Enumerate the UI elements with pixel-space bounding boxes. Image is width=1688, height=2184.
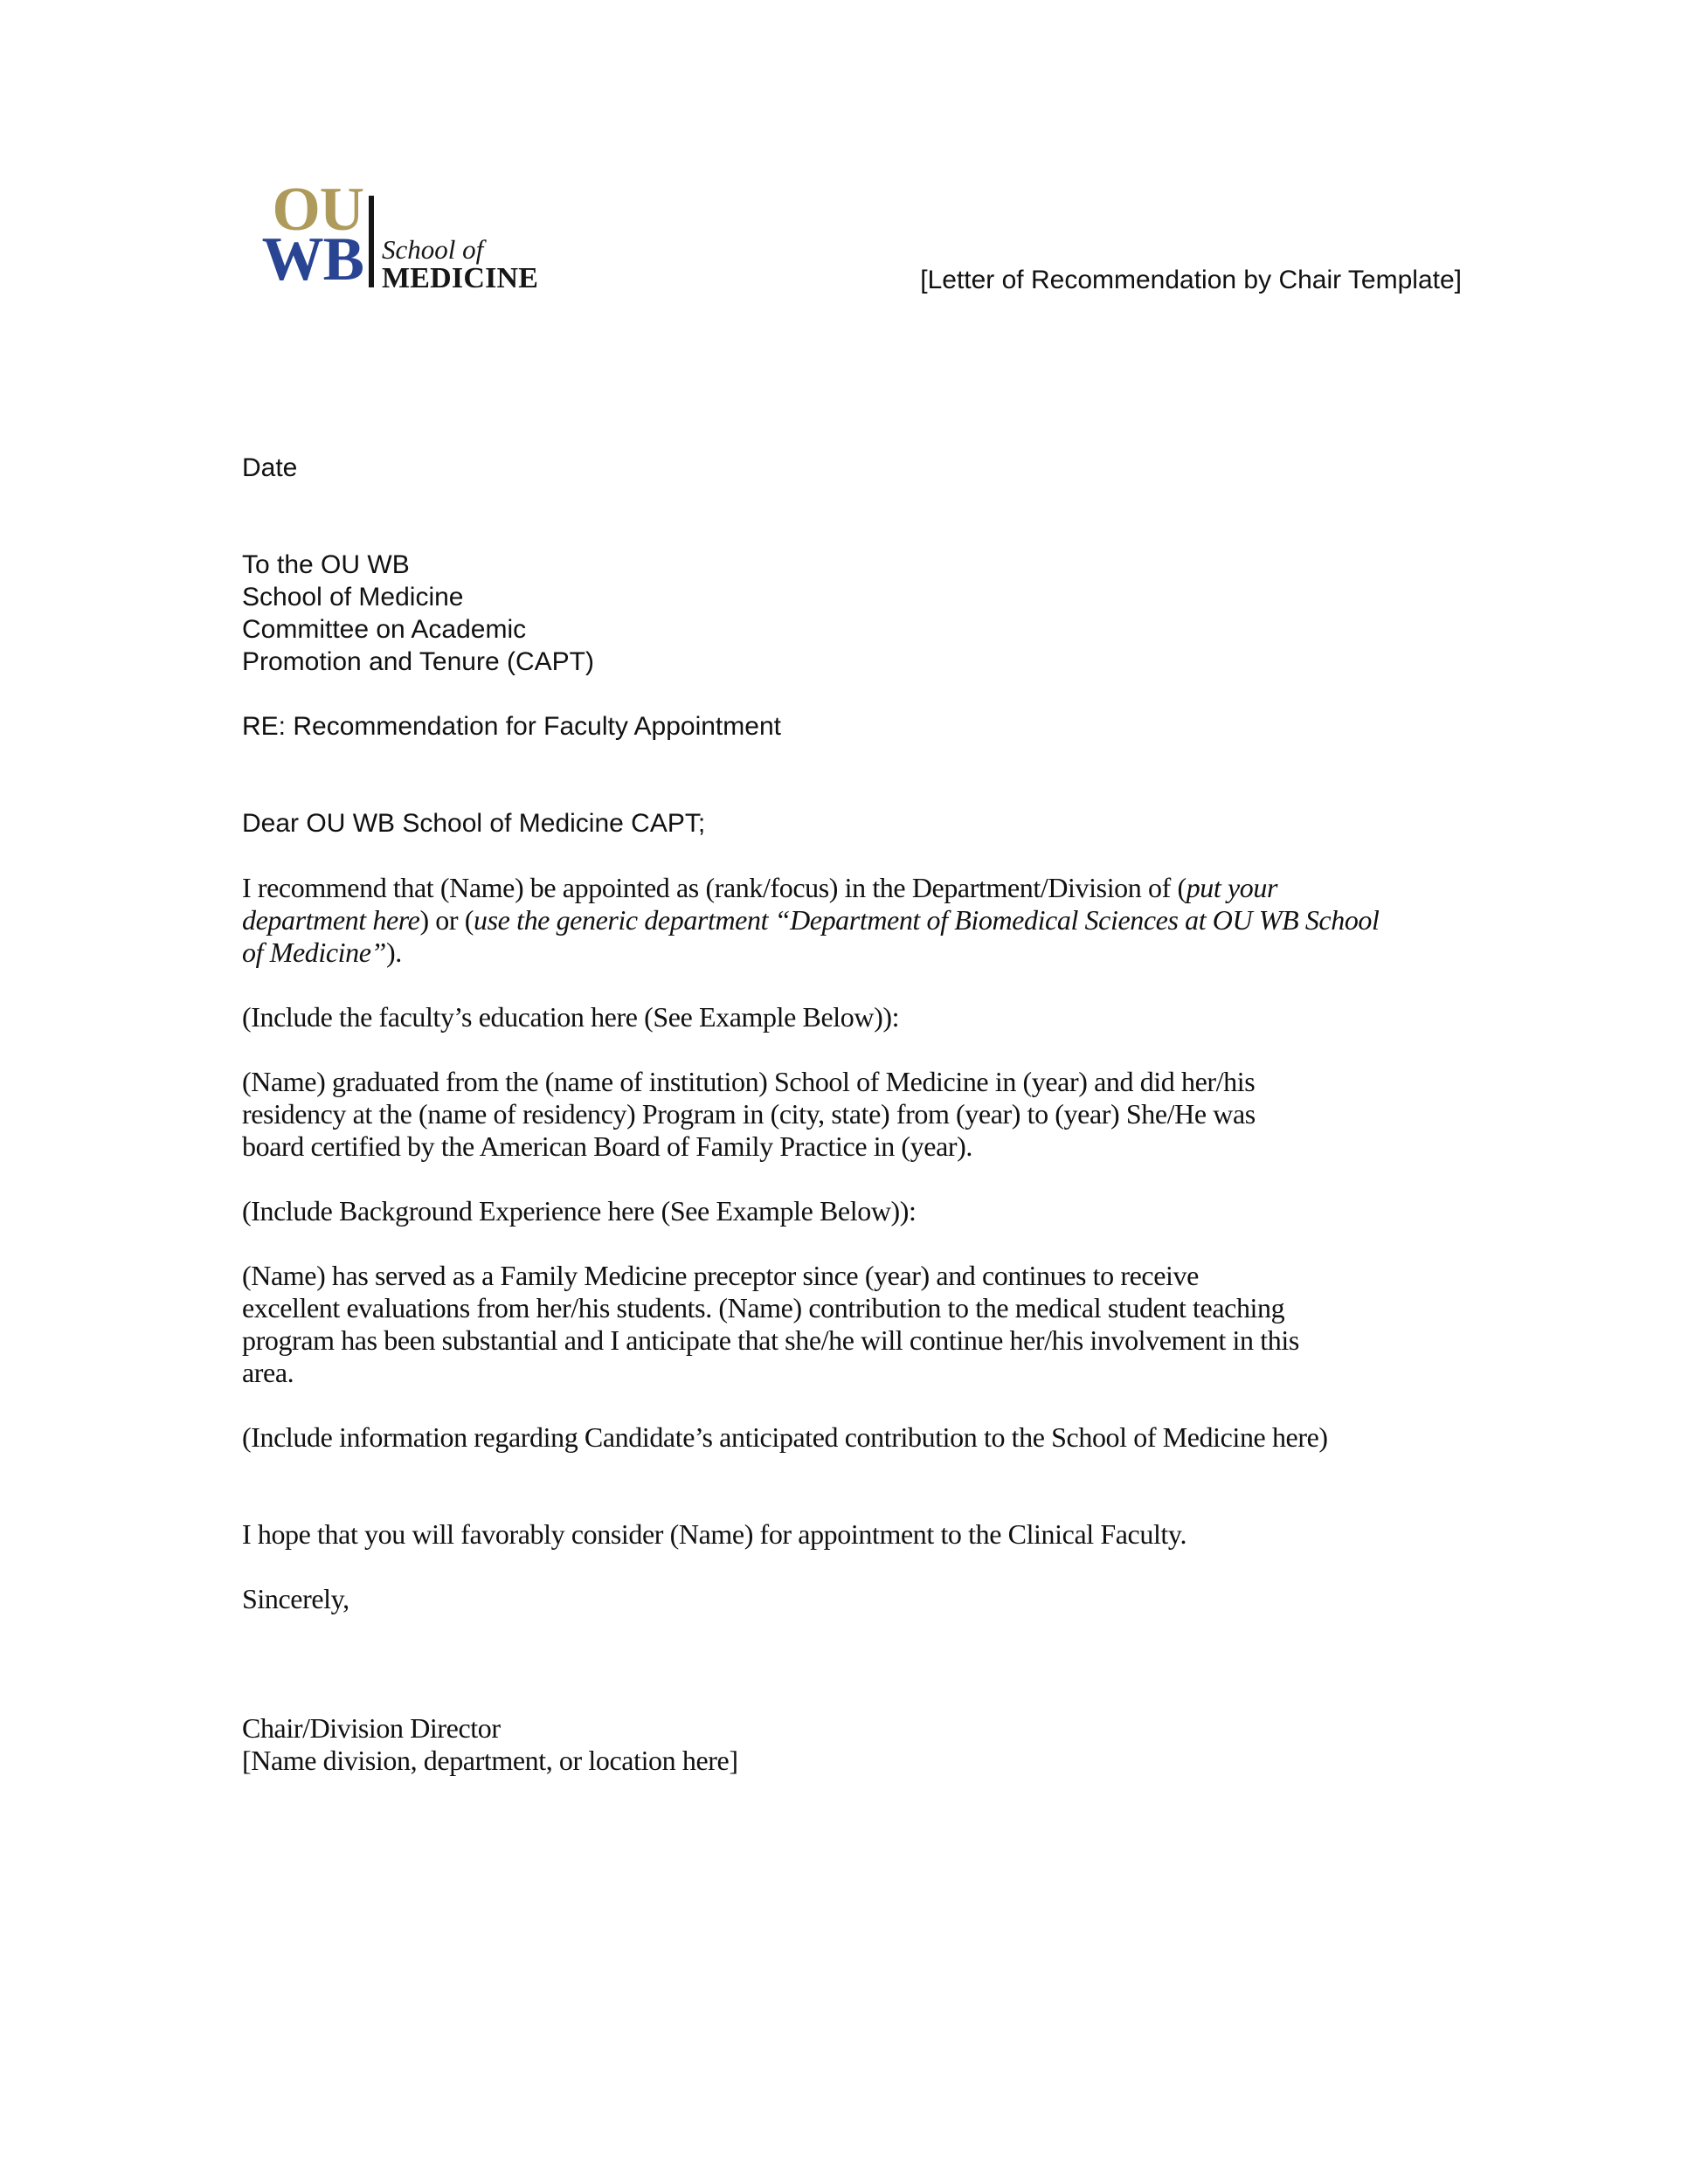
logo-wb-text: WB — [261, 225, 363, 294]
education-example-paragraph: (Name) graduated from the (name of institution) School of Medicine in (year) and did her/his residency at the (name of residency) Program in (city, state) from (year) to (year) She/He was board certified by the American Board of Family Practice in (year). — [242, 1066, 1256, 1162]
logo-wordmark — [382, 236, 538, 294]
logo-divider-bar — [369, 196, 374, 287]
signature-block: Chair/Division Director [Name division, department, or location here] — [242, 1712, 738, 1776]
logo-medicine-text: MEDICINE — [382, 262, 539, 294]
logo-letters — [252, 176, 363, 294]
closing-request-line: I hope that you will favorably consider (Name) for appointment to the Clinical Faculty. — [242, 1518, 1187, 1550]
document-template-title: [Letter of Recommendation by Chair Template] — [920, 266, 1462, 294]
date-placeholder: Date — [242, 453, 298, 482]
recommendation-paragraph: I recommend that (Name) be appointed as (rank/focus) in the Department/Division of (put your department here) or (use the generic department “Department of Biomedical Sciences at OU WB School of Medicine”). — [242, 872, 1380, 968]
background-example-paragraph: (Name) has served as a Family Medicine preceptor since (year) and continues to receive excellent evaluations from her/his students. (Name) contribution to the medical student teaching program has been substantial and I anticipate that she/he will continue her/his involvement in this area. — [242, 1260, 1299, 1388]
logo-school-of-text: School of — [382, 234, 484, 265]
background-prompt: (Include Background Experience here (See Example Below)): — [242, 1195, 917, 1227]
contribution-prompt: (Include information regarding Candidate’s anticipated contribution to the School of Medicine here) — [242, 1421, 1328, 1453]
subject-line: RE: Recommendation for Faculty Appointment — [242, 712, 781, 741]
letter-body — [242, 452, 1535, 1777]
valediction-line: Sincerely, — [242, 1583, 349, 1614]
logo-ou-text: OU — [272, 176, 363, 244]
education-prompt: (Include the faculty’s education here (See Example Below)): — [242, 1001, 900, 1033]
salutation-line: Dear OU WB School of Medicine CAPT; — [242, 809, 706, 838]
recipient-address-block: To the OU WB School of Medicine Committee on Academic Promotion and Tenure (CAPT) — [242, 550, 594, 676]
